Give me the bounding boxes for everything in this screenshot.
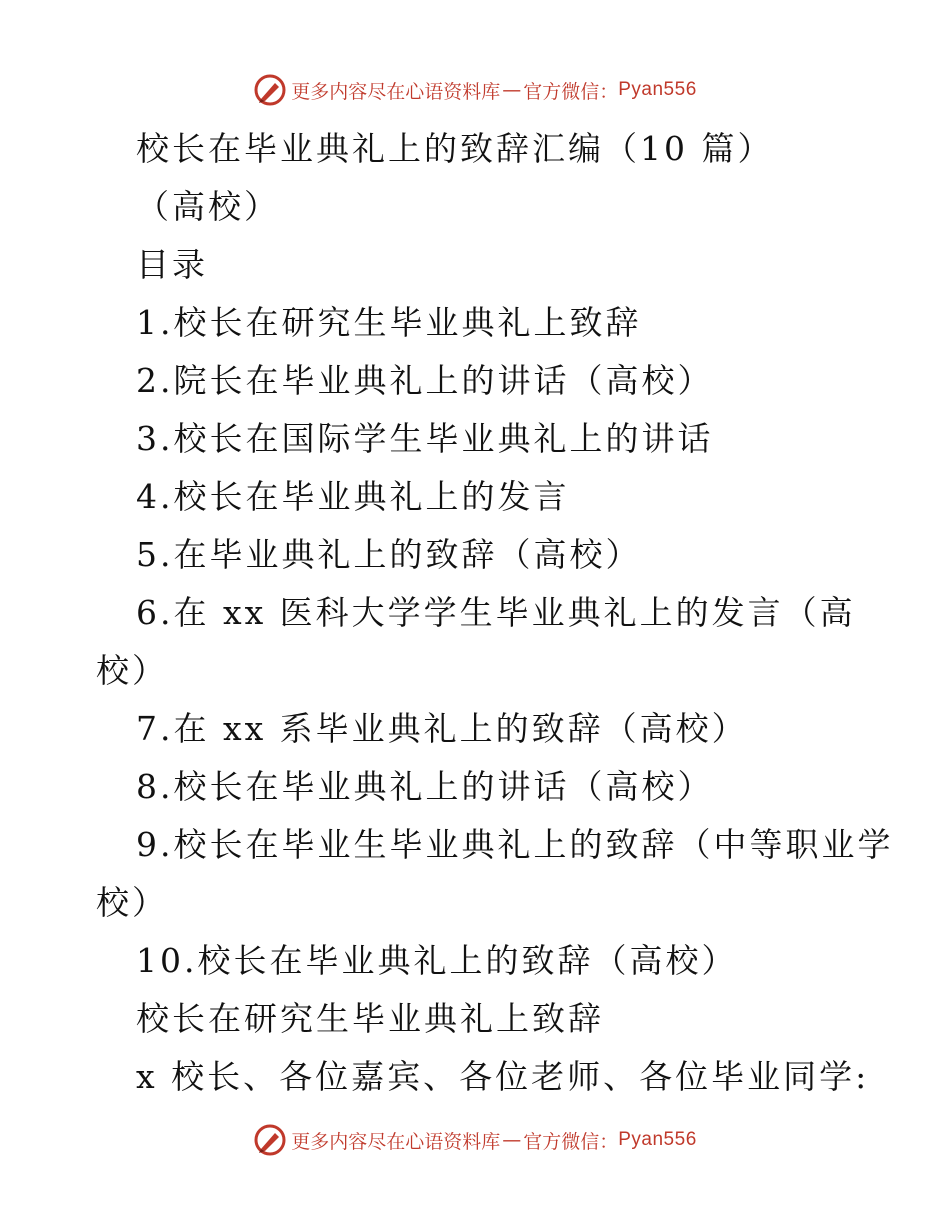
toc-item: 9.校长在毕业生毕业典礼上的致辞（中等职业学 bbox=[136, 825, 894, 864]
toc-item: 2.院长在毕业典礼上的讲话（高校） bbox=[136, 361, 714, 400]
banner-account: Pyan556 bbox=[618, 1129, 697, 1150]
toc-item: 10.校长在毕业典礼上的致辞（高校） bbox=[136, 941, 738, 980]
toc-item-continuation: 校） bbox=[96, 883, 168, 922]
toc-heading: 目录 bbox=[136, 245, 208, 284]
toc-item: 3.校长在国际学生毕业典礼上的讲话 bbox=[136, 419, 714, 458]
section-title: 校长在研究生毕业典礼上致辞 bbox=[136, 999, 604, 1038]
toc-item: 1.校长在研究生毕业典礼上致辞 bbox=[136, 303, 642, 342]
banner-dash: — bbox=[502, 79, 522, 101]
toc-item-continuation: 校） bbox=[96, 651, 168, 690]
document-body bbox=[0, 120, 950, 1106]
banner-slogan: 更多内容尽在心语资料库 bbox=[291, 80, 501, 103]
pen-logo-icon bbox=[253, 1123, 287, 1157]
banner-account: Pyan556 bbox=[618, 79, 697, 100]
pen-logo-icon bbox=[253, 73, 287, 107]
banner-dash: — bbox=[502, 1129, 522, 1151]
header-watermark-banner bbox=[0, 70, 950, 110]
banner-official: 官方微信： bbox=[523, 1130, 619, 1153]
salutation: x 校长、各位嘉宾、各位老师、各位毕业同学: bbox=[136, 1057, 870, 1096]
toc-item: 5.在毕业典礼上的致辞（高校） bbox=[136, 535, 642, 574]
document-title: 校长在毕业典礼上的致辞汇编（10 篇） bbox=[136, 129, 774, 168]
toc-item: 6.在 xx 医科大学学生毕业典礼上的发言（高 bbox=[136, 593, 856, 632]
footer-watermark-banner bbox=[0, 1120, 950, 1160]
toc-item: 4.校长在毕业典礼上的发言 bbox=[136, 477, 570, 516]
banner-slogan: 更多内容尽在心语资料库 bbox=[291, 1130, 501, 1153]
toc-item: 7.在 xx 系毕业典礼上的致辞（高校） bbox=[136, 709, 748, 748]
banner-official: 官方微信： bbox=[523, 80, 619, 103]
toc-item: 8.校长在毕业典礼上的讲话（高校） bbox=[136, 767, 714, 806]
document-subtitle: （高校） bbox=[136, 187, 280, 226]
